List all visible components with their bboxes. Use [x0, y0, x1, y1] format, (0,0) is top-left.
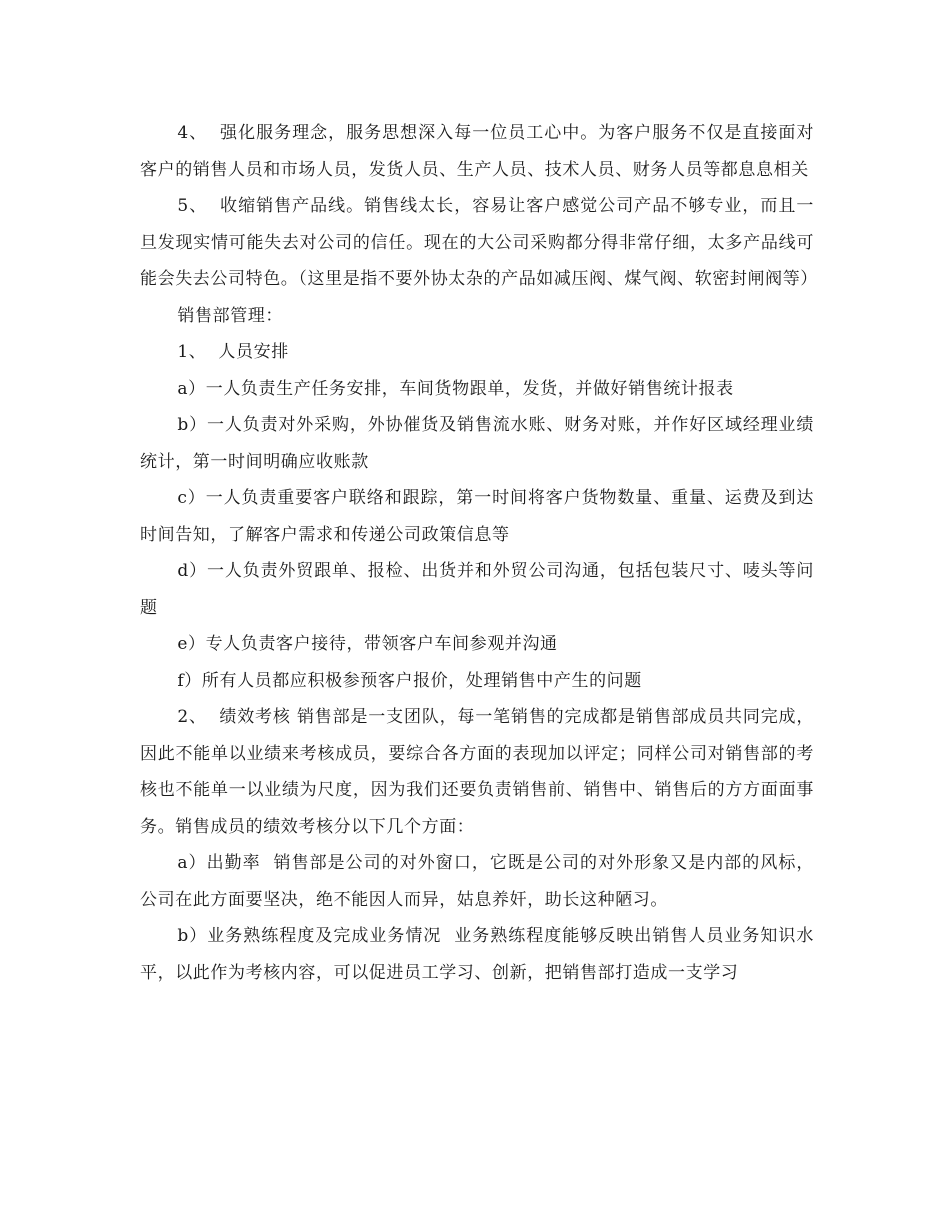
- list-item-b-purchasing: b）一人负责对外采购，外协催货及销售流水账、财务对账，并作好区域经理业绩统计，第一时间明确应收账款: [140, 415, 814, 472]
- list-item-c-key-clients: c）一人负责重要客户联络和跟踪，第一时间将客户货物数量、重量、运费及到达时间告知，了解客户需求和传递公司政策信息等: [140, 488, 814, 545]
- document-body: [140, 115, 818, 991]
- list-item-e-reception: e）专人负责客户接待，带领客户车间参观并沟通: [177, 634, 558, 654]
- section-heading-sales-management: 销售部管理：: [177, 305, 283, 326]
- paragraph-service-concept: 4、 强化服务理念，服务思想深入每一位员工心中。为客户服务不仅是直接面对客户的销售人员和市场人员，发货人员、生产人员、技术人员、财务人员等都息息相关: [140, 123, 814, 180]
- paragraph-product-line: 5、 收缩销售产品线。销售线太长，容易让客户感觉公司产品不够专业，而且一旦发现实情可能失去对公司的信任。现在的大公司采购都分得非常仔细，太多产品线可能会失去公司特色。（这里是指不要外协太杂的产品如减压阀、煤气阀、软密封闸阀等）: [140, 196, 818, 289]
- list-item-f-quotation: f）所有人员都应积极参预客户报价，处理销售中产生的问题: [177, 670, 642, 691]
- list-item-d-foreign-trade: d）一人负责外贸跟单、报检、出货并和外贸公司沟通，包括包装尺寸、唛头等问题: [140, 561, 814, 618]
- list-item-a-production: a）一人负责生产任务安排，车间货物跟单，发货，并做好销售统计报表: [177, 378, 734, 399]
- heading-staff-arrangement: 1、 人员安排: [177, 342, 289, 362]
- paragraph-performance-review: 2、 绩效考核 销售部是一支团队，每一笔销售的完成都是销售部成员共同完成，因此不能单以业绩来考核成员，要综合各方面的表现加以评定；同样公司对销售部的考核也不能单一以业绩为尺度，因为我们还要负责销售前、销售中、销售后的方方面面事务。销售成员的绩效考核分以下几个方面：: [140, 707, 814, 837]
- list-item-b-proficiency: b）业务熟练程度及完成业务情况 业务熟练程度能够反映出销售人员业务知识水平，以此作为考核内容，可以促进员工学习、创新，把销售部打造成一支学习: [140, 926, 814, 983]
- list-item-a-attendance: a）出勤率 销售部是公司的对外窗口，它既是公司的对外形象又是内部的风标，公司在此方面要坚决，绝不能因人而异，姑息养奸，助长这种陋习。: [140, 853, 814, 910]
